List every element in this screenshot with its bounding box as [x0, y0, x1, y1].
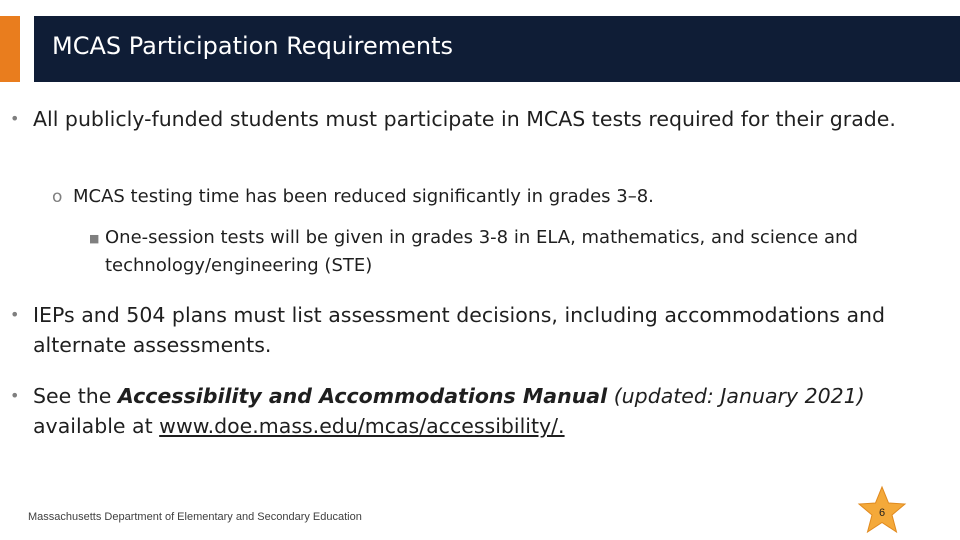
- hollow-circle-bullet-icon: o: [52, 187, 63, 207]
- bullet-text-prefix: See the: [33, 384, 118, 408]
- accessibility-link[interactable]: www.doe.mass.edu/mcas/accessibility/.: [159, 414, 565, 438]
- bullet-text: IEPs and 504 plans must list assessment decisions, including accommodations and alternate assessments.: [33, 303, 886, 357]
- footer-organization: Massachusetts Department of Elementary and Secondary Education: [28, 511, 362, 523]
- updated-note: (updated: January 2021): [613, 384, 865, 408]
- bullet-dot-icon: •: [10, 305, 20, 324]
- manual-title: Accessibility and Accommodations Manual: [117, 384, 608, 408]
- bullet-dot-icon: •: [10, 386, 20, 405]
- bullet-text-middle: available at: [33, 414, 160, 438]
- sub-sub-bullet-item: [89, 224, 939, 280]
- bullet-item: [10, 300, 940, 360]
- square-bullet-icon: ■: [89, 232, 100, 245]
- sub-sub-bullet-text: One-session tests will be given in grades 3-8 in ELA, mathematics, and science and technology/engineering (STE): [105, 227, 858, 276]
- title-bar: [34, 16, 960, 82]
- bullet-item: [10, 381, 940, 441]
- bullet-text: All publicly-funded students must participate in MCAS tests required for their grade.: [33, 107, 896, 131]
- sub-bullet-item: [52, 183, 932, 211]
- bullet-item: [10, 104, 940, 134]
- title-accent-bar: [0, 16, 20, 82]
- sub-bullet-text: MCAS testing time has been reduced significantly in grades 3–8.: [73, 186, 654, 207]
- bullet-dot-icon: •: [10, 109, 20, 128]
- slide-title: MCAS Participation Requirements: [52, 32, 454, 60]
- bullet-text: [33, 381, 940, 441]
- page-number: 6: [878, 507, 886, 519]
